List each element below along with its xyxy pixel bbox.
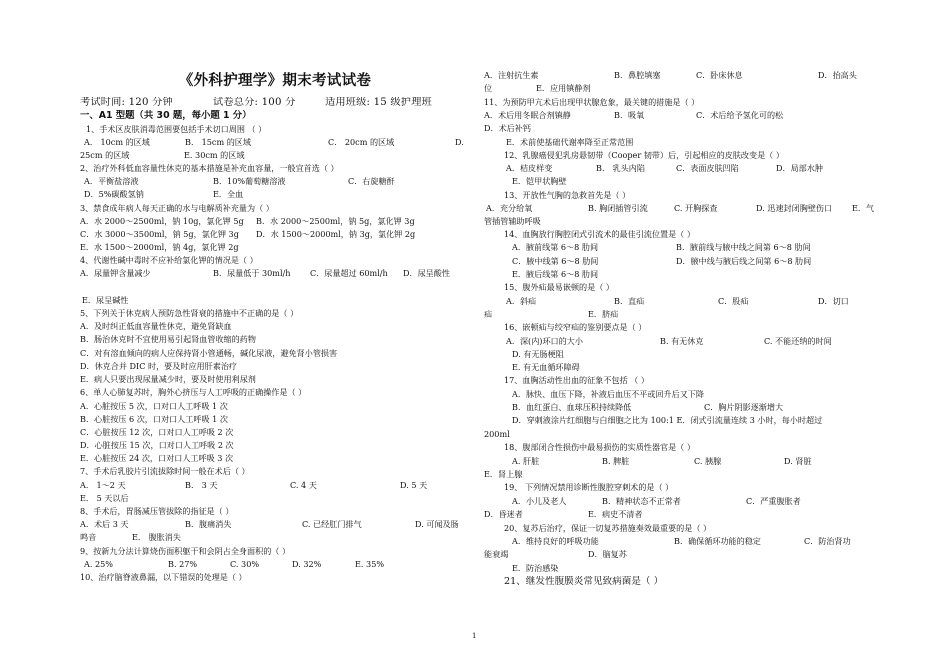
right-text-line — [484, 563, 884, 573]
text-segment: 3、禁食成年病人每天正确的水与电解质补充量为（ ） — [80, 203, 274, 213]
text-segment: A．平衡盐溶液 — [84, 176, 139, 186]
text-segment: B．直疝 — [614, 296, 645, 306]
text-segment: 17、血胸活动性出血的征象不包括 （ ） — [504, 375, 649, 385]
text-segment: B. 脾脏 — [602, 456, 630, 466]
right-text-line — [484, 163, 884, 173]
text-segment: D. 迅速封闭胸壁伤口 — [756, 203, 833, 213]
text-segment: B．水 2000～2500ml，钠 5g，氯化钾 3g — [256, 216, 415, 226]
left-text-line — [80, 189, 470, 199]
left-text-line — [80, 176, 470, 186]
text-segment: C．胸片阴影逐渐增大 — [704, 402, 784, 412]
text-segment: E．气 — [852, 203, 875, 213]
text-segment: B．肠治休克时不宜使用易引起肾血管收缩的药物 — [80, 334, 256, 344]
text-segment: B． 15cm 的区域 — [185, 137, 251, 147]
right-text-line — [484, 176, 884, 186]
text-segment: 5、下列关于休克病人预防急性肾衰的措施中不正确的是（ ） — [80, 308, 299, 318]
text-segment: D．穿刺液涂片红细胞与白细胞之比为 100:1 E．闭式引流量连续 3 小时，每小时超过 — [512, 415, 823, 425]
text-segment: E．病人只要出现尿量减少时，要及时使用利尿剂 — [80, 374, 256, 384]
text-segment: D. 有无肠梗阻 — [512, 349, 564, 359]
left-text-line — [80, 203, 470, 213]
text-segment: 4、代谢性碱中毒时不应补给氯化钾的情况是（ ） — [80, 255, 258, 265]
right-text-line — [484, 229, 884, 239]
exam-info-item: 考试时间: 120 分钟 — [80, 97, 173, 108]
text-segment: C． 20cm 的区域 — [328, 137, 395, 147]
text-segment: A．腋前线第 6～8 肋间 — [512, 242, 599, 252]
text-segment: D．昏迷者 — [484, 509, 523, 519]
text-segment: A. 25% — [84, 559, 113, 569]
text-segment: E． 5 天以后 — [80, 493, 129, 503]
text-segment: E．脐疝 — [588, 309, 619, 319]
right-text-line — [484, 70, 884, 80]
text-segment: B．精神状态不正常者 — [602, 496, 681, 506]
text-segment: D. 5 天 — [400, 480, 428, 490]
right-text-line — [484, 83, 884, 93]
text-segment: C. 不能还纳的时间 — [764, 336, 832, 346]
text-segment: 鸣音 — [80, 532, 97, 542]
exam-info-item: 适用班级: 15 级护理班 — [325, 97, 432, 108]
text-segment: A．维持良好的呼吸功能 — [512, 536, 599, 546]
left-text-line — [80, 493, 470, 503]
left-text-line — [80, 387, 470, 397]
left-text-line — [80, 361, 470, 371]
right-text-line — [484, 456, 884, 466]
text-segment: C．对有溶血倾向的病人应保持肾小管通畅，碱化尿液，避免肾小管损害 — [80, 348, 338, 358]
text-segment: D．局部水肿 — [776, 163, 823, 173]
text-segment: 25cm 的区域 — [80, 150, 130, 160]
text-segment: E．病史不清者 — [588, 509, 643, 519]
left-text-line — [80, 572, 470, 582]
text-segment: 15、腹外疝最易嵌顿的是（ ） — [504, 282, 614, 292]
text-segment: C．右旋糖酐 — [348, 176, 395, 186]
right-text-line — [484, 242, 884, 252]
text-segment: D．尿呈酸性 — [403, 268, 450, 278]
right-text-line — [484, 256, 884, 266]
right-text-line — [484, 402, 884, 412]
text-segment: 10、治疗脑脊液鼻漏，以下错误的处理是（ ） — [80, 572, 247, 582]
text-segment: C．腋中线第 6～8 肋间 — [512, 256, 599, 266]
page-number: 1 — [472, 632, 477, 640]
text-segment: A．小儿及老人 — [512, 496, 567, 506]
text-segment: E．尿呈碱性 — [82, 295, 129, 305]
right-text-line — [484, 496, 884, 506]
text-segment: E．术前使基础代谢率降至正常范围 — [506, 137, 634, 147]
text-segment: 能衰竭 — [484, 549, 509, 559]
right-text-line — [484, 415, 884, 425]
text-segment: 13、开放性气胸的急救首先是（ ） — [504, 190, 631, 200]
text-segment: B．腋前线与腋中线之间第 6～8 肋间 — [676, 242, 811, 252]
section-heading: 一、A1 型题（共 30 题，每小题 1 分） — [80, 110, 252, 121]
right-text-line — [484, 309, 884, 319]
text-segment: 8、手术后，胃肠减压管拔除的指征是（ ） — [80, 506, 234, 516]
right-text-line — [484, 549, 884, 559]
left-text-line — [80, 150, 470, 160]
left-text-line — [80, 427, 470, 437]
text-segment: A．深(内)环口的大小 — [506, 336, 583, 346]
right-text-line — [484, 269, 884, 279]
text-segment: B．确保循环功能的稳定 — [674, 536, 761, 546]
text-segment: D．抬高头 — [818, 70, 857, 80]
text-segment: D. — [455, 137, 464, 147]
text-segment: E. 有无血循环障碍 — [512, 362, 580, 372]
left-text-line — [80, 308, 470, 318]
text-segment: A．斜疝 — [506, 296, 537, 306]
right-text-line — [484, 110, 884, 120]
text-segment: A．及时纠正低血容量性休克，避免肾缺血 — [80, 321, 232, 331]
text-segment: C．严重腹胀者 — [746, 496, 801, 506]
right-text-line — [484, 150, 884, 160]
right-text-line — [484, 576, 884, 588]
text-segment: C. 开胸探查 — [674, 203, 718, 213]
right-text-line — [484, 375, 884, 385]
text-segment: C．卧床休息 — [696, 70, 743, 80]
text-segment: A． 10cm 的区域 — [84, 137, 150, 147]
left-text-line — [80, 163, 470, 173]
right-text-line — [484, 137, 884, 147]
text-segment: B．心脏按压 6 次，口对口人工呼吸 1 次 — [80, 414, 228, 424]
text-segment: E．应用镇静剂 — [536, 83, 591, 93]
text-segment: C．股疝 — [718, 296, 749, 306]
text-segment: 11、为预防甲亢术后出现甲状腺危象，最关键的措施是（ ） — [484, 97, 700, 107]
text-segment: E．水 1500～2000ml，钠 4g，氯化钾 2g — [80, 242, 239, 252]
text-segment: C．水 3000～3500ml，钠 5g，氯化钾 3g — [80, 229, 239, 239]
text-segment: C．心脏按压 12 次，口对口人工呼吸 2 次 — [80, 427, 234, 437]
text-segment: B．腹痛消失 — [185, 519, 232, 529]
left-text-line — [80, 374, 470, 384]
text-segment: E．铠甲状胸壁 — [512, 176, 567, 186]
text-segment: D．术后补钙 — [484, 123, 531, 133]
text-segment: B． 乳头内陷 — [596, 163, 645, 173]
text-segment: 16、嵌顿疝与绞窄疝的鉴别要点是（ ） — [504, 322, 647, 332]
text-segment: E．肾上腺 — [484, 469, 523, 479]
left-text-line — [80, 453, 470, 463]
text-segment: B. 27% — [168, 559, 198, 569]
text-segment: D. 32% — [292, 559, 322, 569]
right-text-line — [484, 282, 884, 292]
left-text-line — [80, 216, 470, 226]
text-segment: 21、继发性腹膜炎常见致病菌是（ ） — [504, 576, 664, 587]
left-text-line — [80, 229, 470, 239]
text-segment: A． 1～2 天 — [80, 480, 126, 490]
text-segment: 1、手术区皮肤消毒范围要包括手术切口周围 （ ） — [86, 124, 267, 134]
text-segment: 6、单人心肺复苏时，胸外心挤压与人工呼吸的正确操作是（ ） — [80, 387, 307, 397]
text-segment: B． 3 天 — [185, 480, 218, 490]
left-text-line — [80, 401, 470, 411]
left-text-line — [80, 546, 470, 556]
text-segment: E. 35% — [355, 559, 385, 569]
right-text-line — [484, 536, 884, 546]
right-text-line — [484, 429, 884, 439]
text-segment: A．注射抗生素 — [484, 70, 539, 80]
right-text-line — [484, 469, 884, 479]
right-text-line — [484, 203, 884, 213]
text-segment: E．全血 — [213, 189, 244, 199]
text-segment: 18、腹部闭合性损伤中最易损伤的实质性器官是（ ） — [504, 442, 695, 452]
right-text-line — [484, 336, 884, 346]
left-text-line — [80, 268, 470, 278]
text-segment: D．水 1500～2000ml，钠 3g，氯化钾 2g — [256, 229, 416, 239]
text-segment: 20、复苏后治疗，保证一切复苏措施奏效最重要的是（ ） — [504, 523, 712, 533]
right-text-line — [484, 509, 884, 519]
text-segment: C. 已经肛门排气 — [302, 519, 362, 529]
text-segment: D. 肾脏 — [784, 456, 812, 466]
text-segment: C．术后给予氢化可的松 — [696, 110, 784, 120]
text-segment: 19、 下列情况禁用诊断性腹腔穿刺术的是（ ） — [504, 482, 674, 492]
text-segment: 12、乳腺癌侵犯乳房悬韧带（Cooper 韧带）后，引起相应的皮肤改变是（ ） — [504, 150, 784, 160]
right-text-line — [484, 362, 884, 372]
right-text-line — [484, 389, 884, 399]
left-text-line — [80, 414, 470, 424]
text-segment: 9、按新九分法计算烧伤面积躯干和会阴占全身面积的（ ） — [80, 546, 291, 556]
right-text-line — [484, 216, 884, 226]
text-segment: E．心脏按压 24 次，口对口人工呼吸 3 次 — [80, 453, 234, 463]
text-segment: C．表面皮肤凹陷 — [676, 163, 739, 173]
text-segment: C. 4 天 — [290, 480, 317, 490]
right-text-line — [484, 322, 884, 332]
left-text-line — [80, 334, 470, 344]
text-segment: D．腋中线与腋后线之间第 6～8 肋间 — [676, 256, 812, 266]
left-text-line — [80, 519, 470, 529]
text-segment: 200ml — [484, 429, 510, 439]
right-text-line — [484, 296, 884, 306]
text-segment: C．尿量超过 60ml/h — [310, 268, 388, 278]
left-text-line — [80, 559, 470, 569]
text-segment: 疝 — [484, 309, 493, 319]
text-segment: A. 肝脏 — [512, 456, 540, 466]
text-segment: B．10%葡萄糖溶液 — [213, 176, 286, 186]
text-segment: D. 可闻及肠 — [415, 519, 459, 529]
text-segment: E．防治感染 — [512, 563, 559, 573]
right-text-line — [484, 442, 884, 452]
text-segment: B．鼻腔填塞 — [614, 70, 661, 80]
right-text-line — [484, 190, 884, 200]
exam-title: 《外科护理学》期末考试试卷 — [178, 73, 372, 89]
text-segment: 2、治疗外科低血容量性休克的基本措施是补充血容量，一般宜首选（ ） — [80, 163, 339, 173]
text-segment: D．休克合并 DIC 时，要及时应用肝素治疗 — [80, 361, 238, 371]
text-segment: B. 有无休克 — [660, 336, 704, 346]
left-text-line — [80, 480, 470, 490]
text-segment: D．5%碳酸氢钠 — [84, 189, 144, 199]
text-segment: 管插管辅助呼吸 — [484, 216, 541, 226]
text-segment: B．吸氧 — [614, 110, 645, 120]
right-text-line — [484, 523, 884, 533]
left-text-line — [80, 137, 470, 147]
right-text-line — [484, 482, 884, 492]
exam-info-line — [80, 97, 470, 109]
right-text-line — [484, 123, 884, 133]
text-segment: A．脉快、血压下降，补液后血压不平或回升后又下降 — [512, 389, 705, 399]
text-segment: B. 胸闭插管引流 — [588, 203, 648, 213]
left-text-line — [80, 295, 470, 305]
text-segment: A．充分给氧 — [486, 203, 533, 213]
text-segment: E. 30cm 的区域 — [184, 150, 245, 160]
text-segment: 14、血胸放行胸腔闭式引流术的最佳引流位置是（ ） — [504, 229, 695, 239]
left-text-line — [80, 124, 470, 134]
exam-info-item: 试卷总分: 100 分 — [213, 97, 296, 108]
text-segment: 7、手术后乳胶片引流拔除时间一般在术后（ ） — [80, 466, 250, 476]
text-segment: D．脑复苏 — [588, 549, 627, 559]
right-text-line — [484, 97, 884, 107]
text-segment: A．尿量钾含量减少 — [80, 268, 151, 278]
text-segment: A．心脏按压 5 次，口对口人工呼吸 1 次 — [80, 401, 228, 411]
text-segment: D．切口 — [818, 296, 849, 306]
text-segment: A．桔皮样变 — [506, 163, 553, 173]
text-segment: C. 胰腺 — [694, 456, 722, 466]
text-segment: D．心脏按压 15 次，口对口人工呼吸 2 次 — [80, 440, 234, 450]
text-segment: C. 30% — [230, 559, 260, 569]
left-text-line — [80, 242, 470, 252]
text-segment: B．血红蛋白、血球压积持续降低 — [512, 402, 632, 412]
text-segment: A．水 2000～2500ml，钠 10g，氯化钾 5g — [80, 216, 244, 226]
text-segment: E．腋后线第 6～8 肋间 — [512, 269, 599, 279]
text-segment: E． 腹胀消失 — [132, 532, 181, 542]
left-text-line — [80, 532, 470, 542]
text-segment: C．防治肾功 — [804, 536, 851, 546]
left-text-line — [80, 440, 470, 450]
left-text-line — [80, 321, 470, 331]
text-segment: A．术后用冬眠合剂镇静 — [484, 110, 571, 120]
text-segment: B．尿量低于 30ml/h — [213, 268, 291, 278]
right-text-line — [484, 349, 884, 359]
text-segment: A．术后 3 天 — [80, 519, 129, 529]
text-segment: 位 — [484, 83, 493, 93]
left-text-line — [80, 255, 470, 265]
left-text-line — [80, 348, 470, 358]
left-text-line — [80, 466, 470, 476]
left-text-line — [80, 506, 470, 516]
